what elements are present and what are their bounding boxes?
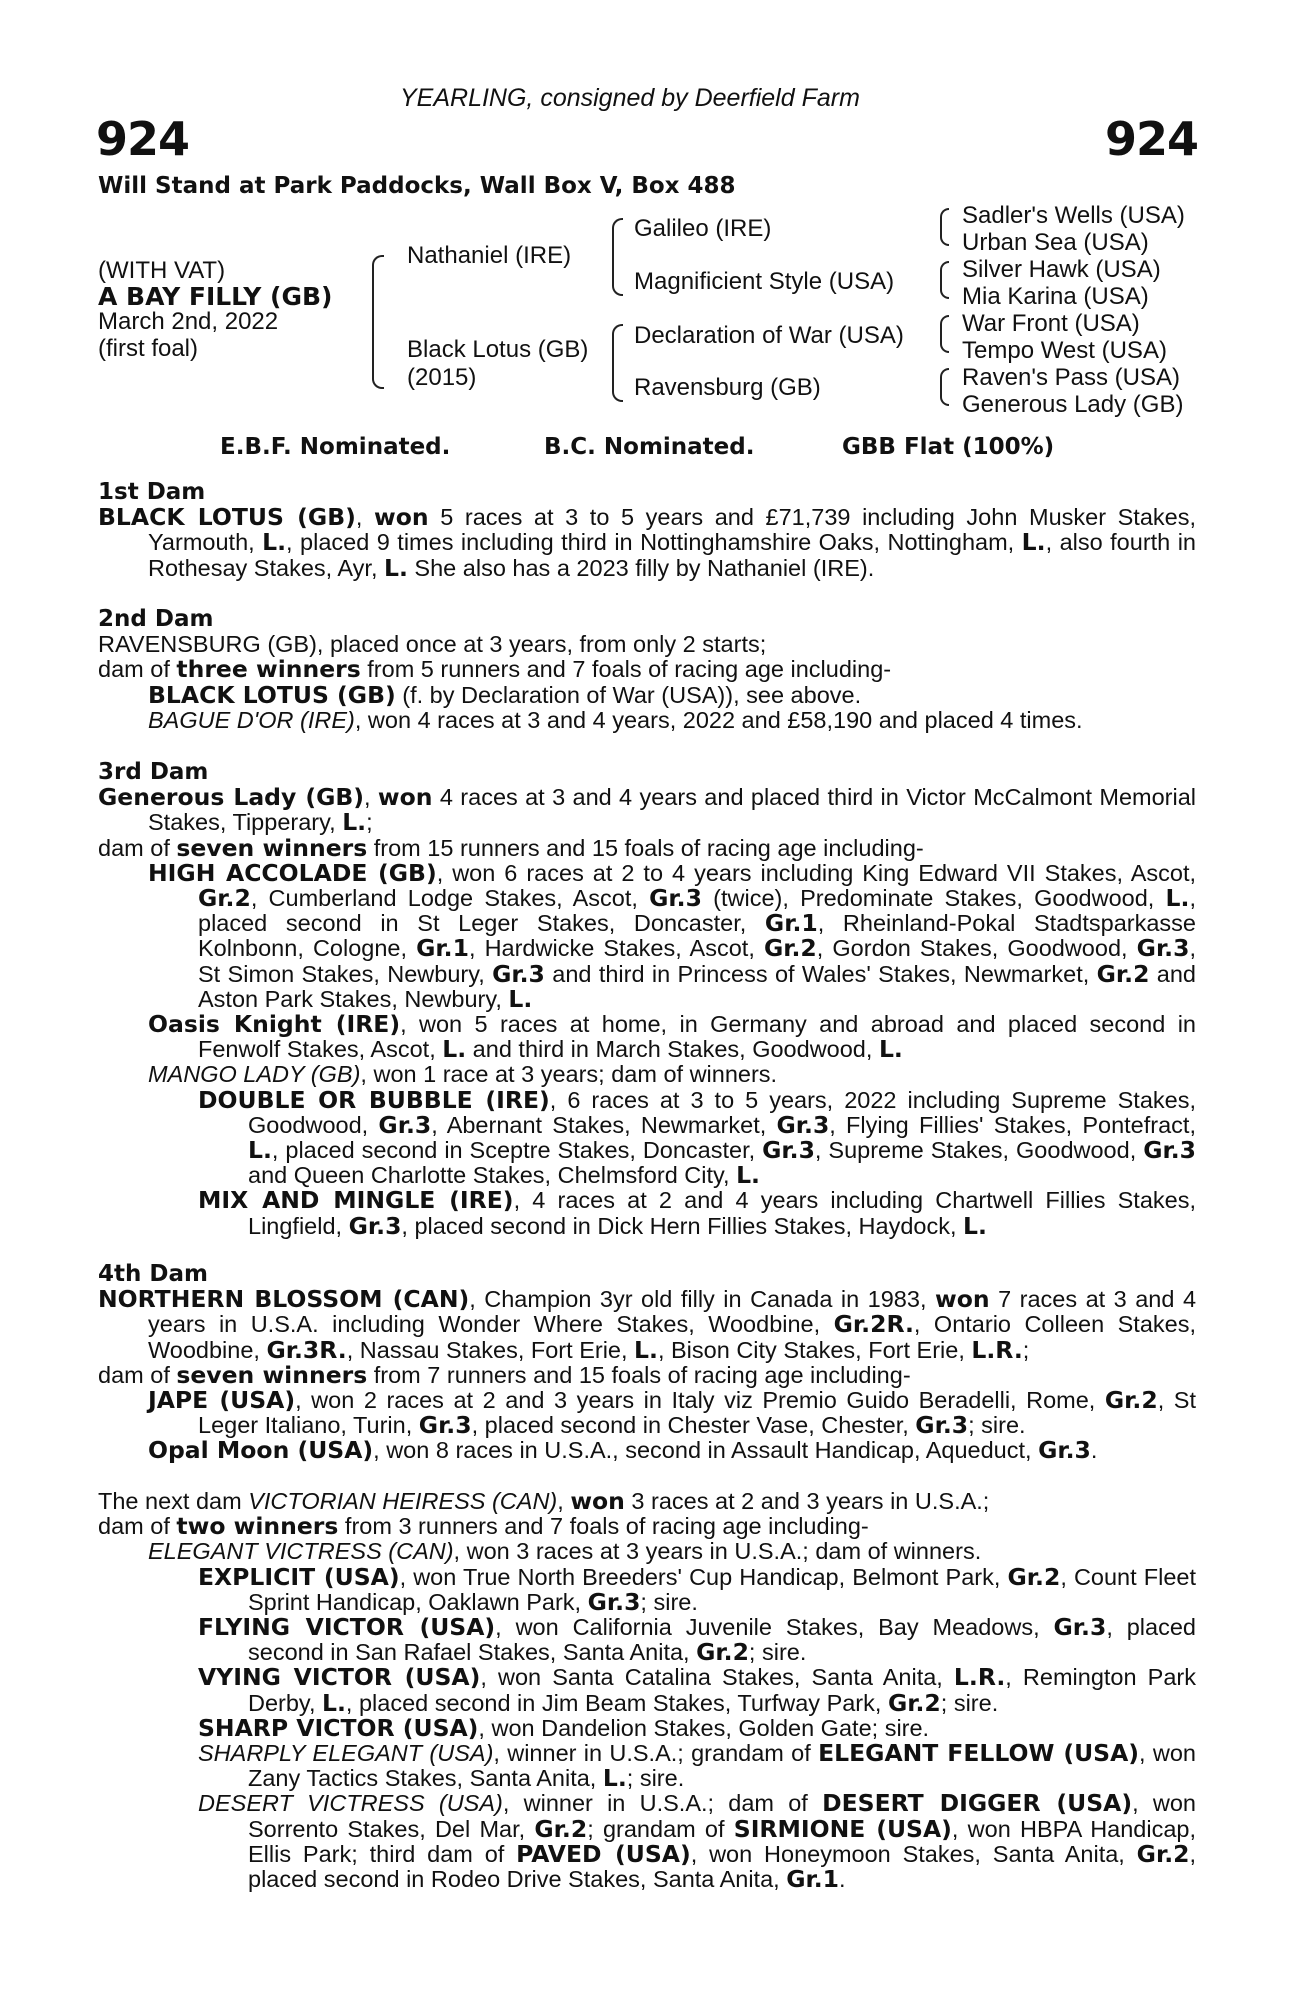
produce-entry: DESERT VICTRESS (USA), winner in U.S.A.; dam of DESERT DIGGER (USA), won Sorrento Stakes, Del Mar, Gr.2; grandam of SIRMIONE (USA), won HBPA Handicap, Ellis Park; third dam of PAVED (USA), won Honeymoon Stakes, Santa Anita, Gr.2, placed second in Rodeo Drive Stakes, Santa Anita, Gr.1.: [198, 1789, 1197, 1894]
fourth-dam-record: NORTHERN BLOSSOM (CAN), Champion 3yr old filly in Canada in 1983, won 7 races at 3 and 4 years in U.S.A. including Wonder Where Stakes, Woodbine, Gr.2R., Ontario Colleen Stakes, Woodbine, Gr.3R., Nassau Stakes, Fort Erie, L., Bison City Stakes, Fort Erie, L.R.;: [98, 1285, 1197, 1364]
ggp-8: Generous Lady (GB): [962, 391, 1184, 418]
section-title: 1st Dam: [98, 479, 206, 505]
foal-note: (first foal): [98, 335, 199, 362]
produce-entry: BLACK LOTUS (GB) (f. by Declaration of War (USA)), see above.: [148, 680, 862, 709]
date-of-birth: March 2nd, 2022: [98, 308, 279, 335]
second-dam-record: RAVENSBURG (GB), placed once at 3 years, from only 2 starts;: [98, 631, 767, 658]
produce-entry: SHARP VICTOR (USA), won Dandelion Stakes, Golden Gate; sire.: [198, 1713, 930, 1742]
ggp-6: Tempo West (USA): [962, 337, 1167, 364]
next-dam-record: The next dam VICTORIAN HEIRESS (CAN), won 3 races at 2 and 3 years in U.S.A.;: [98, 1487, 990, 1515]
third-dam-section: [98, 760, 1196, 1239]
pedigree-brace-sire: [612, 218, 623, 296]
produce-entry: BAGUE D'OR (IRE), won 4 races at 3 and 4 years, 2022 and £58,190 and placed 4 times.: [148, 706, 1083, 733]
pedigree-brace-main: [372, 255, 384, 389]
ggp-4: Mia Karina (USA): [962, 283, 1149, 310]
subject-name: A BAY FILLY (GB): [98, 282, 333, 311]
consignment-header: YEARLING, consigned by Deerfield Farm: [400, 84, 860, 112]
pedigree-brace-g4: [940, 368, 949, 406]
ggp-3: Silver Hawk (USA): [962, 256, 1161, 283]
produce-entry: FLYING VICTOR (USA), won California Juvenile Stakes, Bay Meadows, Gr.3, placed second in San Rafael Stakes, Santa Anita, Gr.2; sire.: [198, 1613, 1196, 1667]
produce-entry: JAPE (USA), won 2 races at 2 and 3 years in Italy viz Premio Guido Beradelli, Rome, Gr.2, St Leger Italiano, Turin, Gr.3, placed second in Chester Vase, Chester, Gr.3; sire.: [148, 1386, 1196, 1440]
sire-dam: Magnificient Style (USA): [634, 268, 895, 295]
pedigree-brace-g3: [940, 315, 949, 353]
dam-year: (2015): [407, 364, 477, 391]
produce-entry: VYING VICTOR (USA), won Santa Catalina Stakes, Santa Anita, L.R., Remington Park Derby, L., placed second in Jim Beam Stakes, Turfway Park, Gr.2; sire.: [198, 1663, 1196, 1717]
section-title: 3rd Dam: [98, 759, 209, 785]
ebf-nomination: E.B.F. Nominated.: [220, 434, 451, 460]
section-title: 4th Dam: [98, 1261, 208, 1287]
sire-sire: Galileo (IRE): [634, 215, 772, 242]
next-dam-section: [98, 1489, 1196, 1892]
stand-location: Will Stand at Park Paddocks, Wall Box V, Box 488: [98, 173, 736, 199]
second-dam-produce: dam of three winners from 5 runners and 7 foals of racing age including-: [98, 655, 892, 684]
vat-note: (WITH VAT): [98, 257, 226, 284]
lot-number-right: 924: [1105, 112, 1199, 166]
first-dam-section: [98, 480, 1196, 581]
fourth-dam-produce: dam of seven winners from 7 runners and 15 foals of racing age including-: [98, 1360, 911, 1389]
ggp-2: Urban Sea (USA): [962, 229, 1149, 256]
produce-entry: SHARPLY ELEGANT (USA), winner in U.S.A.; grandam of ELEGANT FELLOW (USA), won Zany Tactics Stakes, Santa Anita, L.; sire.: [198, 1739, 1196, 1793]
bc-nomination: B.C. Nominated.: [544, 434, 755, 460]
next-dam-produce: dam of two winners from 3 runners and 7 foals of racing age including-: [98, 1512, 869, 1541]
gbb-flat: GBB Flat (100%): [842, 434, 1055, 460]
dam-sire: Declaration of War (USA): [634, 322, 904, 349]
pedigree-brace-dam: [612, 324, 623, 402]
ggp-1: Sadler's Wells (USA): [962, 202, 1185, 229]
pedigree-brace-g1: [940, 208, 949, 246]
produce-entry: DOUBLE OR BUBBLE (IRE), 6 races at 3 to 5 years, 2022 including Supreme Stakes, Goodwood, Gr.3, Abernant Stakes, Newmarket, Gr.3, Flying Fillies' Stakes, Pontefract, L., placed second in Sceptre Stakes, Doncaster, Gr.3, Supreme Stakes, Goodwood, Gr.3 and Queen Charlotte Stakes, Chelmsford City, L.: [198, 1085, 1197, 1190]
produce-entry: MANGO LADY (GB), won 1 race at 3 years; dam of winners.: [148, 1061, 778, 1088]
pedigree-brace-g2: [940, 261, 949, 299]
first-dam-record: BLACK LOTUS (GB), won 5 races at 3 to 5 years and £71,739 including John Musker Stakes, Yarmouth, L., placed 9 times including third in Nottinghamshire Oaks, Nottingham, L., also fourth in Rothesay Stakes, Ayr, L. She also has a 2023 filly by Nathaniel (IRE).: [98, 503, 1196, 582]
ggp-7: Raven's Pass (USA): [962, 364, 1180, 391]
fourth-dam-section: [98, 1262, 1196, 1464]
produce-entry: Opal Moon (USA), won 8 races in U.S.A., second in Assault Handicap, Aqueduct, Gr.3.: [148, 1436, 1098, 1465]
produce-entry: EXPLICIT (USA), won True North Breeders' Cup Handicap, Belmont Park, Gr.2, Count Fleet Sprint Handicap, Oaklawn Park, Gr.3; sire.: [198, 1562, 1197, 1616]
ggp-5: War Front (USA): [962, 310, 1140, 337]
third-dam-produce: dam of seven winners from 15 runners and 15 foals of racing age including-: [98, 833, 924, 862]
produce-entry: ELEGANT VICTRESS (CAN), won 3 races at 3 years in U.S.A.; dam of winners.: [148, 1538, 982, 1565]
produce-entry: Oasis Knight (IRE), won 5 races at home, in Germany and abroad and placed second in Fenwolf Stakes, Ascot, L. and third in March Stakes, Goodwood, L.: [148, 1010, 1196, 1064]
second-dam-section: [98, 607, 1196, 733]
produce-entry: MIX AND MINGLE (IRE), 4 races at 2 and 4 years including Chartwell Fillies Stakes, Lingfield, Gr.3, placed second in Dick Hern Fillies Stakes, Haydock, L.: [198, 1186, 1197, 1240]
produce-entry: HIGH ACCOLADE (GB), won 6 races at 2 to 4 years including King Edward VII Stakes, Ascot, Gr.2, Cumberland Lodge Stakes, Ascot, Gr.3 (twice), Predominate Stakes, Goodwood, L., placed second in St Leger Stakes, Doncaster, Gr.1, Rheinland-Pokal Stadtsparkasse Kolnbonn, Cologne, Gr.1, Hardwicke Stakes, Ascot, Gr.2, Gordon Stakes, Goodwood, Gr.3, St Simon Stakes, Newbury, Gr.3 and third in Princess of Wales' Stakes, Newmarket, Gr.2 and Aston Park Stakes, Newbury, L.: [148, 858, 1196, 1013]
dam: Black Lotus (GB): [407, 336, 589, 363]
section-title: 2nd Dam: [98, 606, 214, 632]
third-dam-record: Generous Lady (GB), won 4 races at 3 and 4 years and placed third in Victor McCalmont Memorial Stakes, Tipperary, L.;: [98, 783, 1197, 837]
dam-dam: Ravensburg (GB): [634, 374, 821, 401]
lot-number-left: 924: [96, 112, 190, 166]
sire: Nathaniel (IRE): [407, 242, 572, 269]
